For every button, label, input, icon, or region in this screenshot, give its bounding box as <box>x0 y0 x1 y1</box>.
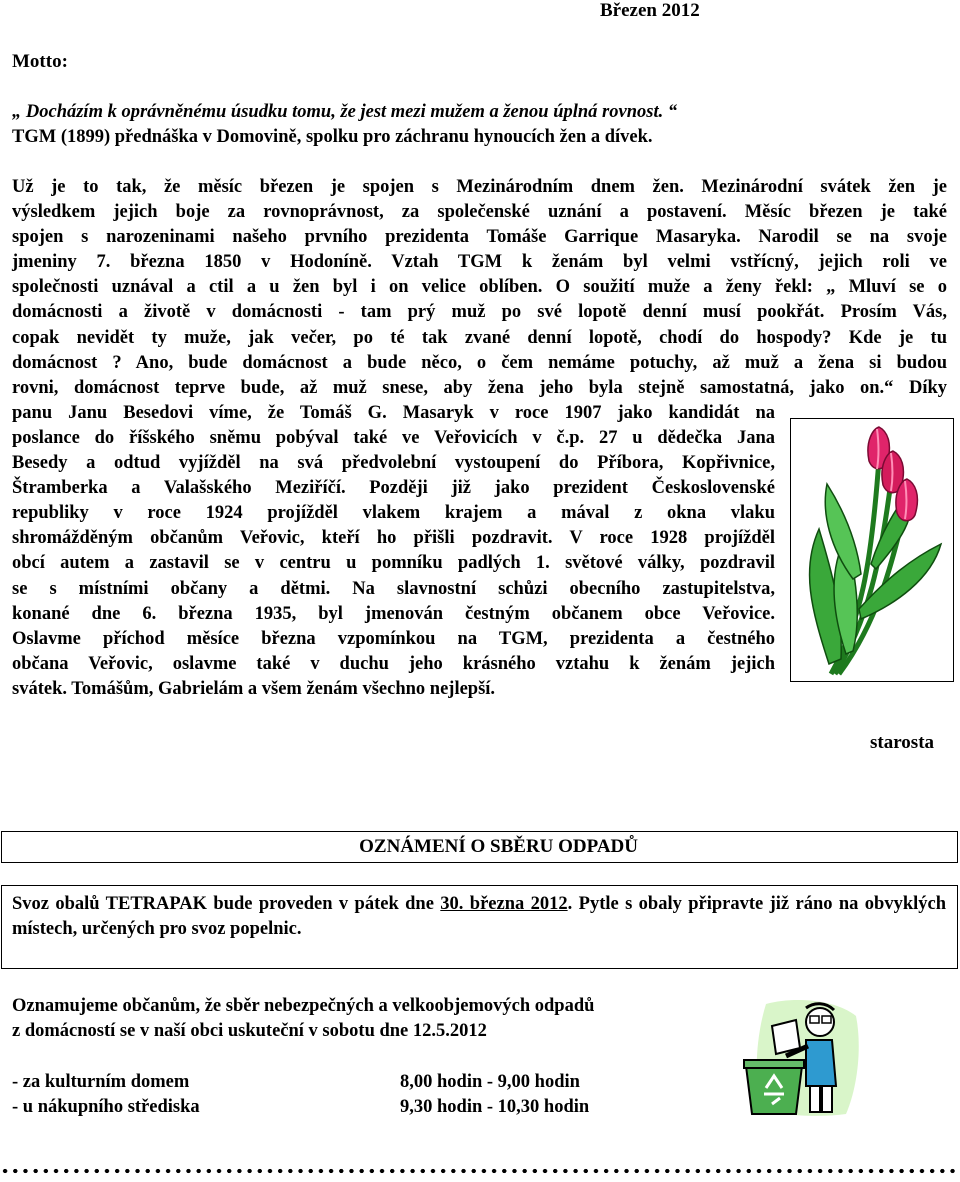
tetrapak-text-start: Svoz obalů TETRAPAK bude proveden v pátek dne <box>12 894 441 914</box>
motto-quote <box>12 100 952 150</box>
article-line: copak nevidět ty muže, jak večer, po té tak zvané denní lopotě, chodí do hospody? Kde je tu <box>12 327 947 348</box>
recycling-person-icon <box>736 996 864 1118</box>
quote-source: TGM (1899) přednáška v Domovině, spolku pro záchranu hynoucích žen a dívek. <box>12 127 653 147</box>
issue-date: Březen 2012 <box>600 0 700 21</box>
article-line: panu Janu Besedovi víme, že Tomáš G. Masaryk v roce 1907 jako kandidát na <box>12 402 775 423</box>
quote-text: „ Docházím k oprávněnému úsudku tomu, že jest mezi mužem a ženou úplná rovnost. “ <box>12 102 678 122</box>
article-line: Štramberka a Valašského Meziříčí. Později již jako prezident Československé <box>12 478 775 499</box>
article-line: Besedy a odtud vyjížděl na svá předvolební vystoupení do Příbora, Kopřivnice, <box>12 453 775 474</box>
article-line: společnosti uznával a ctil a u žen byl i on velice oblíben. O soužití muže a ženy řekl: „ Mluví se o <box>12 277 947 298</box>
article-line: domácnost ? Ano, bude domácnost a bude něco, o čem nemáme potuchy, až muž a žena si budou <box>12 352 947 373</box>
article-line: rovni, domácnost teprve bude, až muž snese, aby žena jeho byla stejně samostatná, jako on.“ Díky <box>12 377 947 398</box>
schedule-row <box>12 1095 589 1120</box>
tetrapak-notice-text <box>12 892 946 942</box>
schedule-time: 9,30 hodin - 10,30 hodin <box>400 1097 590 1117</box>
tetrapak-date: 30. března 2012 <box>440 894 568 914</box>
collection-schedule <box>12 1070 589 1120</box>
article-line: domácnosti a životě v domácnosti - tam prý muž po své lopotě denní musí pookřát. Prosím Vás, <box>12 302 947 323</box>
article-line: výsledkem jejich boje za rovnoprávnost, za společenské uznání a postavení. Měsíc březen je také <box>12 202 947 223</box>
schedule-place: - u nákupního střediska <box>12 1097 200 1117</box>
schedule-place: - za kulturním domem <box>12 1072 190 1092</box>
article-line: spojen s narozeninami našeho prvního prezidenta Tomáše Garrique Masaryka. Narodil se na svoje <box>12 227 947 248</box>
notice-title-box <box>1 831 958 863</box>
article-line: Oslavme příchod měsíce března vzpomínkou na TGM, prezidenta a čestného <box>12 628 775 649</box>
notice-title: OZNÁMENÍ O SBĚRU ODPADŮ <box>359 836 638 857</box>
tulips-bouquet-icon <box>790 418 954 682</box>
tetrapak-text-end: . Pytle s obaly připravte již ráno na obvyklých místech, určených pro svoz popelnic. <box>12 894 946 939</box>
article-line: obcí autem a zastavil se v centru u pomníku padlých 1. světové války, pozdravil <box>12 553 775 574</box>
article-line: jmeniny 7. března 1850 v Hodoníně. Vztah TGM k ženám byl velmi vstřícný, jejich roli ve <box>12 252 947 273</box>
article-line: poslance do říšského sněmu pobýval také ve Veřovicích v č.p. 27 u dědečka Jana <box>12 427 775 448</box>
article-line: konané dne 6. března 1935, byl jmenován čestným občanem obce Veřovice. <box>12 603 775 624</box>
article-line: se s místními občany a dětmi. Na slavnostní schůzi obecního zastupitelstva, <box>12 578 775 599</box>
article-line: republiky v roce 1924 projížděl vlakem krajem a mával z okna vlaku <box>12 503 775 524</box>
bottom-dotted-divider <box>0 1168 960 1174</box>
article-line: svátek. Tomášům, Gabrielám a všem ženám všechno nejlepší. <box>12 678 496 699</box>
hazardous-waste-notice <box>12 994 712 1044</box>
schedule-time: 8,00 hodin - 9,00 hodin <box>400 1072 580 1092</box>
schedule-row <box>12 1070 589 1095</box>
motto-label: Motto: <box>12 51 68 72</box>
article-line: Už je to tak, že měsíc březen je spojen s Mezinárodním dnem žen. Mezinárodní svátek žen je <box>12 177 947 197</box>
waste-line: Oznamujeme občanům, že sběr nebezpečných a velkoobjemových odpadů <box>12 996 595 1016</box>
article-line: občana Veřovic, oslavme také v duchu jeho krásného vztahu k ženám jejich <box>12 653 775 674</box>
article-line: shromážděným občanům Veřovic, kteří ho přišli pozdravit. V roce 1928 projížděl <box>12 528 775 549</box>
tetrapak-notice-box <box>1 885 958 969</box>
waste-line: z domácností se v naší obci uskuteční v sobotu dne 12.5.2012 <box>12 1021 487 1041</box>
signature: starosta <box>870 732 935 753</box>
